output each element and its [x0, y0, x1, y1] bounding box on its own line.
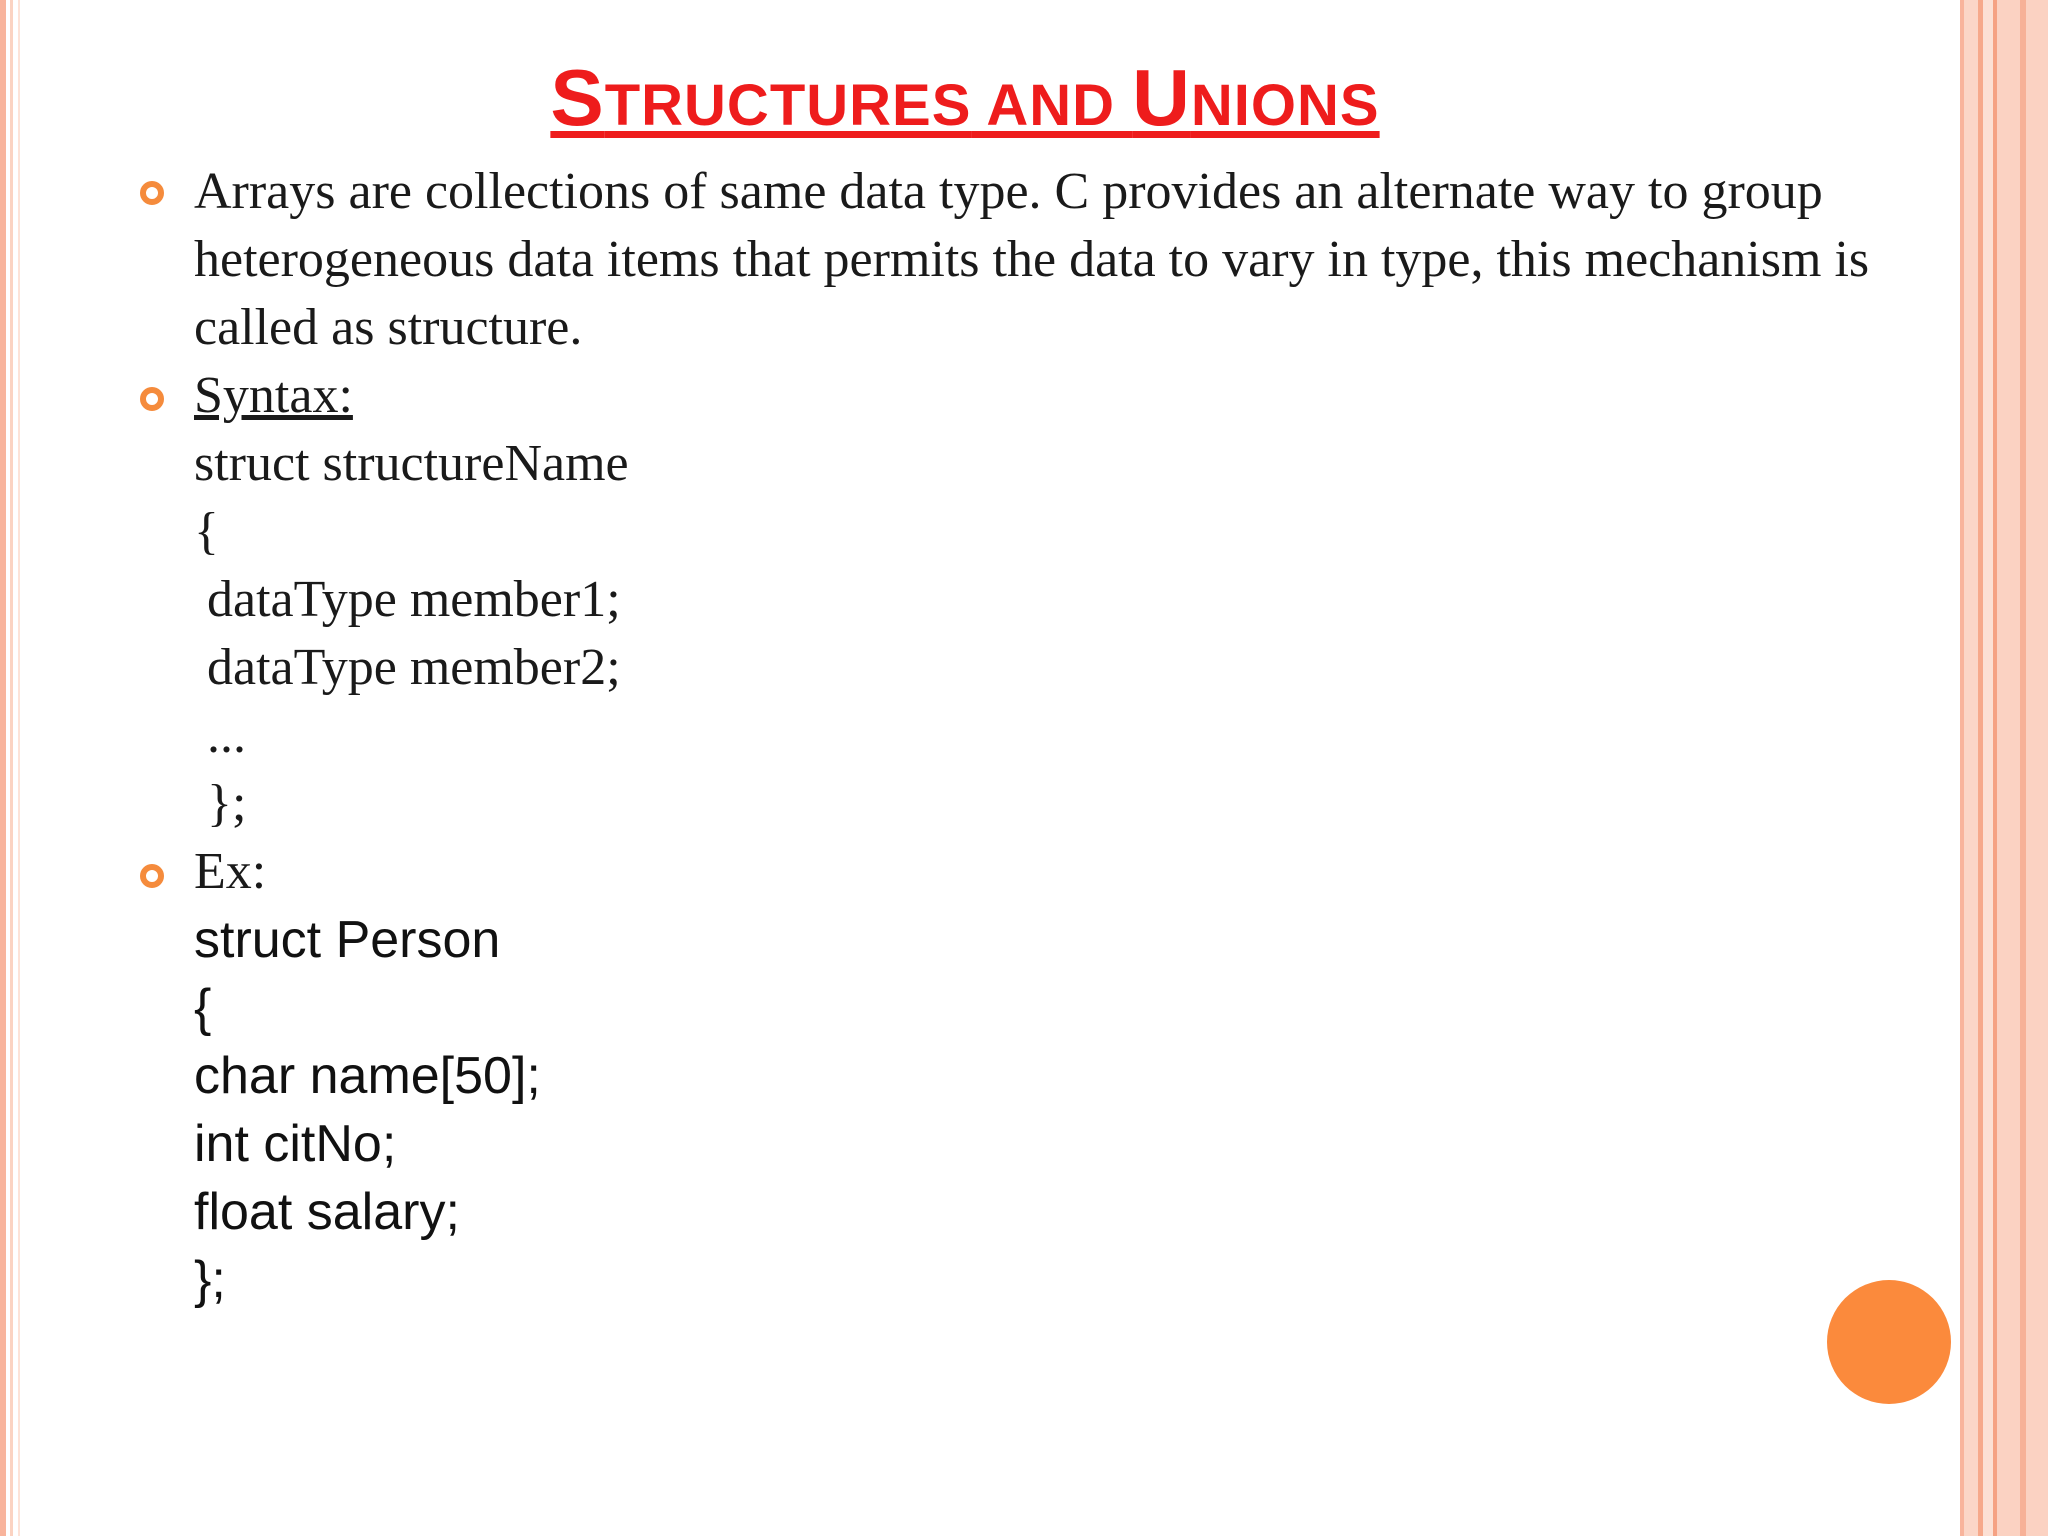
right-border-band [2020, 0, 2026, 1536]
decorative-circle [1827, 1280, 1951, 1404]
syntax-line: dataType member1; [194, 571, 621, 628]
example-label: Ex: [194, 843, 267, 900]
syntax-line: dataType member2; [194, 639, 621, 696]
right-border-band [1983, 0, 1993, 1536]
syntax-label: Syntax: [194, 367, 353, 424]
slide-body [194, 158, 1894, 1314]
intro-paragraph: Arrays are collections of same data type. C provides an alternate way to group heterogeneous data items that permits the data to vary in type, this mechanism is called as structure. [194, 163, 1870, 356]
syntax-line: ... [194, 707, 246, 764]
left-border-stripe [0, 0, 6, 1536]
left-border-stripe [10, 0, 13, 1536]
slide-title: STRUCTURES AND UNIONS [550, 53, 1380, 142]
example-line: float salary; [194, 1183, 460, 1241]
bullet-icon [140, 387, 164, 411]
right-border-band [1964, 0, 1978, 1536]
syntax-code-block [194, 430, 1894, 838]
example-line: char name[50]; [194, 1047, 541, 1105]
syntax-line: struct structureName [194, 435, 629, 492]
example-line: struct Person [194, 911, 501, 969]
example-code-block [194, 906, 1894, 1314]
example-line: { [194, 979, 212, 1037]
example-line: int citNo; [194, 1115, 397, 1173]
bullet-icon [140, 181, 164, 205]
syntax-line: { [194, 503, 219, 560]
left-border-stripe [18, 0, 20, 1536]
bullet-icon [140, 864, 164, 888]
syntax-line: }; [194, 775, 247, 832]
example-line: }; [194, 1251, 226, 1309]
